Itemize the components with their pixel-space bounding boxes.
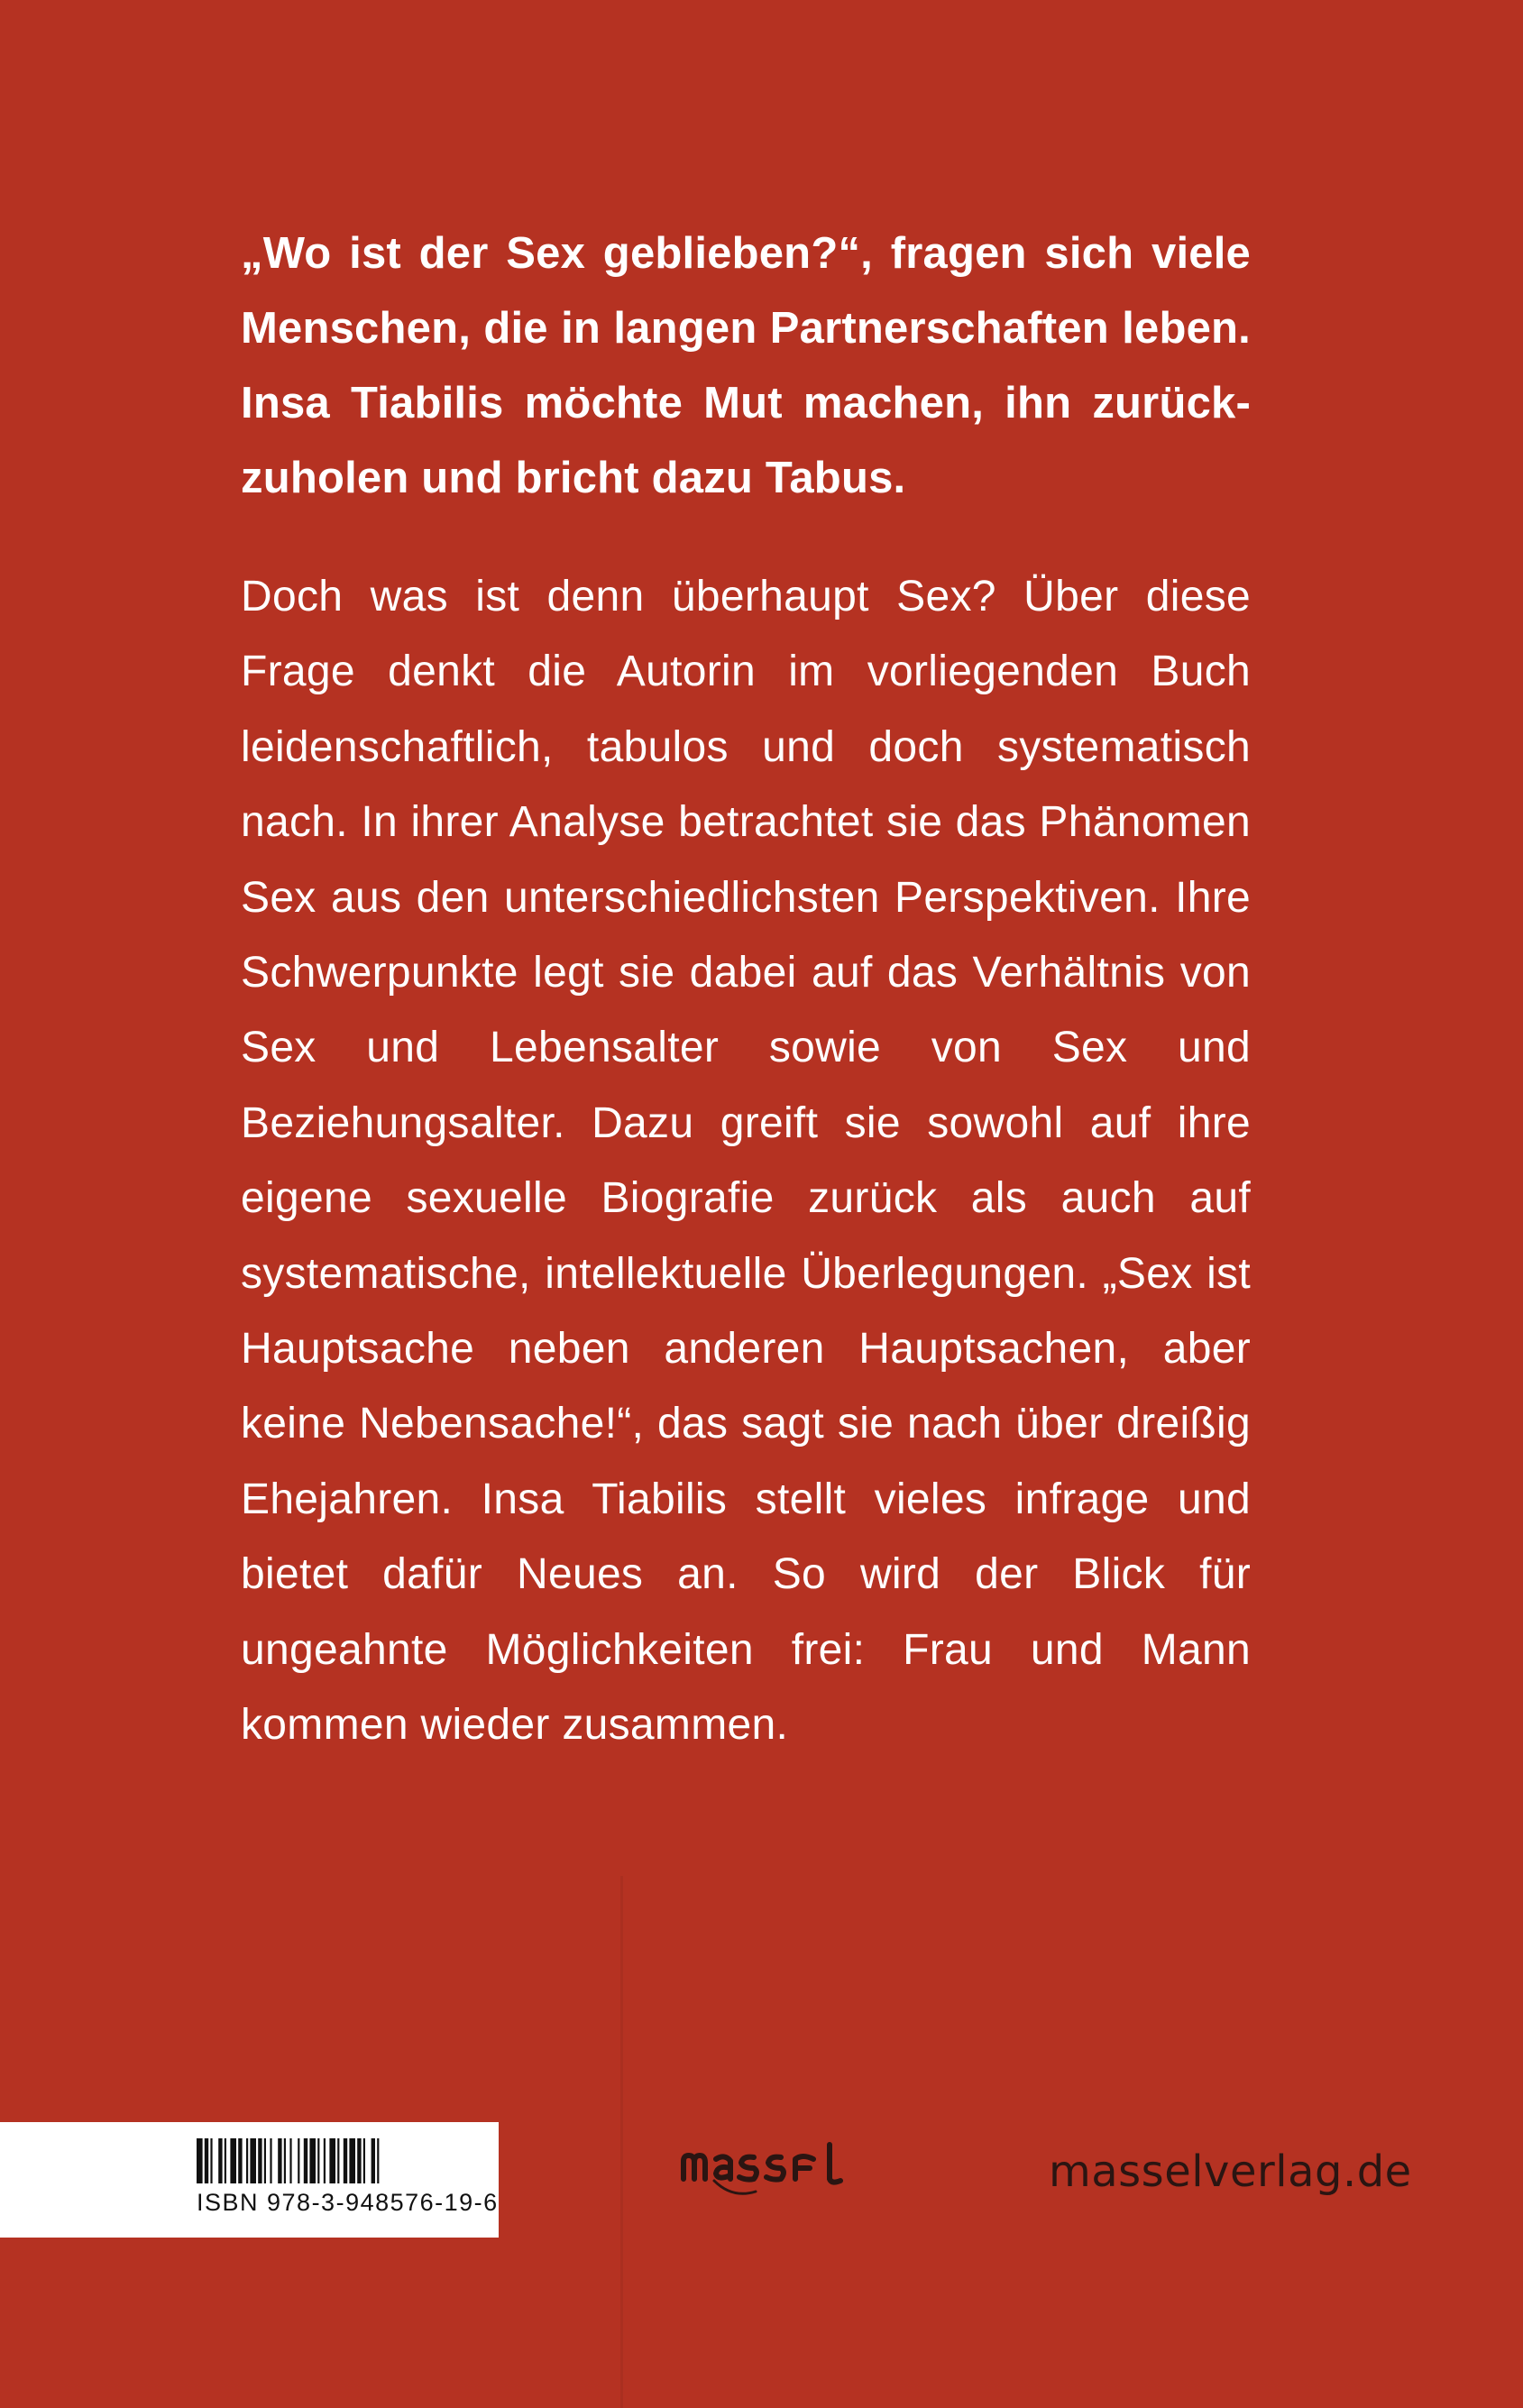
barcode-bar — [246, 2138, 248, 2183]
isbn-number: ISBN 978-3-948576-19-6 — [197, 2189, 499, 2216]
isbn-barcode-box — [0, 2122, 499, 2238]
barcode-bar — [284, 2138, 286, 2183]
spine-shadow — [620, 1876, 623, 2408]
barcode-bar — [349, 2138, 355, 2183]
barcode-bar — [372, 2138, 375, 2183]
barcode-bar — [250, 2138, 256, 2183]
body-paragraph: Doch was ist denn überhaupt Sex? Über diese Frage denkt die Autorin im vorliegenden Buch leidenschaftlich, tabulos und doch systematisch nach. In ihrer Analyse betrachtet sie das Phänomen Sex aus den unterschiedlichsten Perspektiven. Ihre Schwerpunkte legt sie dabei auf das Verhältnis von Sex und Lebensalter sowie von Sex und Beziehungsalter. Dazu greift sie sowohl auf ihre eigene sexuelle Biografie zurück als auch auf systematische, intellektuelle Überlegungen. „Sex ist Hauptsache neben anderen Hauptsachen, aber keine Nebensache!“, das sagt sie nach über dreißig Ehejahren. Insa Tiabilis stellt vieles infrage und bietet dafür Neues an. So wird der Blick für ungeahnte Möglichkeiten frei: Frau und Mann kommen wieder zusammen. — [241, 573, 1251, 1750]
lead-paragraph: „Wo ist der Sex geblieben?“, fragen sich viele Menschen, die in langen Partnerschaften leben. Insa Tiabilis möchte Mut machen, ihn zurück-zuholen und bricht dazu Tabus. — [241, 229, 1251, 502]
barcode-bar — [289, 2138, 291, 2183]
barcode-bar — [337, 2138, 339, 2183]
barcode-bar — [258, 2138, 261, 2183]
barcode-bar — [278, 2138, 281, 2183]
barcode-bar — [205, 2138, 208, 2183]
barcode-bar — [344, 2138, 347, 2183]
barcode-bar — [210, 2138, 212, 2183]
barcode-icon — [197, 2138, 467, 2183]
publisher-logo — [678, 2139, 869, 2204]
barcode-bar — [377, 2138, 379, 2183]
barcode-bar — [357, 2138, 361, 2183]
barcode-bar — [324, 2138, 326, 2183]
publisher-website: masselverlag.de — [1049, 2146, 1412, 2197]
barcode-bar — [363, 2138, 365, 2183]
barcode-bar — [309, 2138, 316, 2183]
barcode-bar — [270, 2138, 271, 2183]
barcode-bar — [298, 2138, 299, 2183]
barcode-bar — [218, 2138, 222, 2183]
barcode-bar — [197, 2138, 203, 2183]
barcode-bar — [317, 2138, 319, 2183]
blurb-text-block — [241, 216, 1251, 1763]
barcode-bar — [329, 2138, 335, 2183]
barcode-bar — [264, 2138, 266, 2183]
barcode-bar — [225, 2138, 226, 2183]
publisher-logo-text: massel — [772, 2202, 775, 2203]
barcode-bar — [304, 2138, 307, 2183]
barcode-bar — [238, 2138, 242, 2183]
barcode-bar — [230, 2138, 236, 2183]
